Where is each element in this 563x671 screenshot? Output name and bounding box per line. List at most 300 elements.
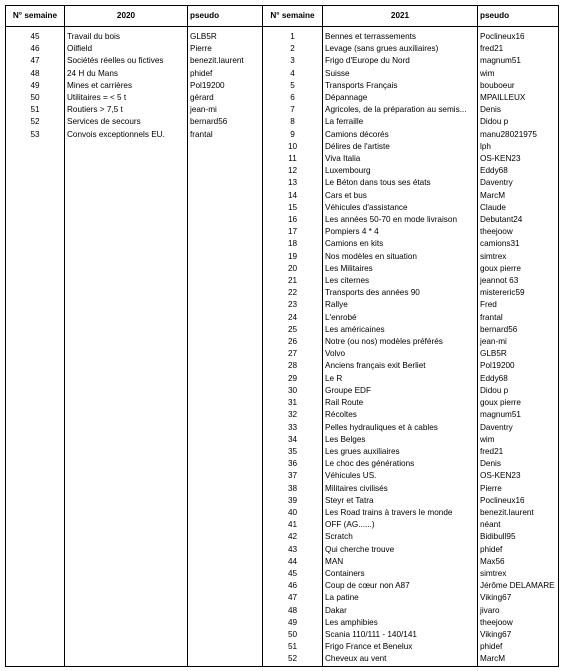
pseudo-2020-cell (188, 385, 263, 397)
pseudo-2020-cell (188, 251, 263, 263)
pseudo-2021-cell: theejoow (478, 617, 559, 629)
theme-2020-cell: Mines et carrières (65, 80, 188, 92)
theme-2021-cell: Le Béton dans tous ses états (323, 177, 478, 189)
table-row (6, 324, 559, 336)
week-2021-cell: 49 (263, 617, 323, 629)
table-row (6, 422, 559, 434)
week-2020-cell (6, 483, 65, 495)
week-2020-cell (6, 519, 65, 531)
pseudo-2021-cell: simtrex (478, 568, 559, 580)
week-2020-cell (6, 446, 65, 458)
week-2020-cell: 52 (6, 116, 65, 128)
pseudo-2020-cell (188, 409, 263, 421)
week-2020-cell (6, 385, 65, 397)
week-2021-cell: 18 (263, 238, 323, 250)
week-2021-cell: 51 (263, 641, 323, 653)
week-2021-cell: 10 (263, 141, 323, 153)
theme-2021-cell: Rallye (323, 299, 478, 311)
week-2021-cell: 9 (263, 129, 323, 141)
pseudo-2020-cell: frantal (188, 129, 263, 141)
week-2020-cell (6, 275, 65, 287)
pseudo-2021-cell: frantal (478, 312, 559, 324)
week-2020-cell (6, 556, 65, 568)
week-2020-cell (6, 373, 65, 385)
week-2020-cell (6, 641, 65, 653)
header-pseudo-2020: pseudo (188, 6, 263, 27)
theme-2020-cell (65, 409, 188, 421)
theme-2021-cell: Nos modèles en situation (323, 251, 478, 263)
theme-2020-cell (65, 275, 188, 287)
table-row (6, 214, 559, 226)
week-2021-cell: 25 (263, 324, 323, 336)
pseudo-2020-cell: bernard56 (188, 116, 263, 128)
pseudo-2021-cell: goux pierre (478, 397, 559, 409)
theme-2021-cell: Volvo (323, 348, 478, 360)
week-2020-cell (6, 214, 65, 226)
table-row (6, 605, 559, 617)
theme-2020-cell (65, 592, 188, 604)
week-2021-cell: 8 (263, 116, 323, 128)
week-2020-cell (6, 580, 65, 592)
pseudo-2020-cell (188, 434, 263, 446)
theme-2020-cell: 24 H du Mans (65, 68, 188, 80)
theme-2021-cell: Les grues auxiliaires (323, 446, 478, 458)
table-row (6, 458, 559, 470)
theme-2021-cell: Suisse (323, 68, 478, 80)
pseudo-2020-cell (188, 153, 263, 165)
theme-2020-cell (65, 263, 188, 275)
table-row (6, 397, 559, 409)
theme-2020-cell: Sociétés réelles ou fictives (65, 55, 188, 67)
table-row (6, 446, 559, 458)
pseudo-2021-cell: Debutant24 (478, 214, 559, 226)
week-2021-cell: 16 (263, 214, 323, 226)
theme-2020-cell (65, 422, 188, 434)
pseudo-2021-cell: Poclineux16 (478, 495, 559, 507)
pseudo-2021-cell: fred21 (478, 43, 559, 55)
table-row (6, 483, 559, 495)
pseudo-2021-cell: theejoow (478, 226, 559, 238)
theme-2020-cell: Oilfield (65, 43, 188, 55)
pseudo-2021-cell: GLB5R (478, 348, 559, 360)
header-year-2021: 2021 (323, 6, 478, 27)
theme-2020-cell (65, 214, 188, 226)
table-row (6, 629, 559, 641)
theme-2021-cell: Dakar (323, 605, 478, 617)
pseudo-2021-cell: Viking67 (478, 592, 559, 604)
theme-2020-cell (65, 251, 188, 263)
pseudo-2021-cell: bouboeur (478, 80, 559, 92)
week-2021-cell: 26 (263, 336, 323, 348)
theme-2020-cell (65, 324, 188, 336)
pseudo-2021-cell: Pierre (478, 483, 559, 495)
pseudo-2020-cell (188, 324, 263, 336)
theme-2020-cell (65, 629, 188, 641)
pseudo-2021-cell: Viking67 (478, 629, 559, 641)
week-2020-cell: 53 (6, 129, 65, 141)
table-row (6, 104, 559, 116)
table-row (6, 409, 559, 421)
week-2020-cell (6, 544, 65, 556)
pseudo-2020-cell (188, 141, 263, 153)
pseudo-2021-cell: camions31 (478, 238, 559, 250)
theme-2021-cell: Qui cherche trouve (323, 544, 478, 556)
theme-2020-cell (65, 641, 188, 653)
theme-2020-cell (65, 519, 188, 531)
theme-2020-cell (65, 446, 188, 458)
week-2021-cell: 33 (263, 422, 323, 434)
pseudo-2021-cell: MarcM (478, 653, 559, 666)
pseudo-2021-cell: Bidibull95 (478, 531, 559, 543)
pseudo-2020-cell (188, 263, 263, 275)
pseudo-2021-cell: Eddy68 (478, 373, 559, 385)
schedule-table (5, 5, 559, 667)
week-2021-cell: 47 (263, 592, 323, 604)
week-2020-cell (6, 629, 65, 641)
table-row (6, 531, 559, 543)
theme-2020-cell: Services de secours (65, 116, 188, 128)
pseudo-2020-cell (188, 348, 263, 360)
pseudo-2020-cell (188, 287, 263, 299)
week-2020-cell (6, 153, 65, 165)
pseudo-2021-cell: bernard56 (478, 324, 559, 336)
pseudo-2021-cell: phidef (478, 544, 559, 556)
week-2021-cell: 12 (263, 165, 323, 177)
week-2020-cell (6, 617, 65, 629)
theme-2020-cell (65, 141, 188, 153)
week-2021-cell: 5 (263, 80, 323, 92)
pseudo-2020-cell (188, 556, 263, 568)
week-2020-cell (6, 287, 65, 299)
week-2021-cell: 29 (263, 373, 323, 385)
week-2021-cell: 6 (263, 92, 323, 104)
table-row (6, 617, 559, 629)
week-2020-cell: 47 (6, 55, 65, 67)
theme-2021-cell: Militaires civilisés (323, 483, 478, 495)
pseudo-2020-cell (188, 580, 263, 592)
theme-2021-cell: Pompiers 4 * 4 (323, 226, 478, 238)
theme-2020-cell (65, 238, 188, 250)
pseudo-2020-cell: phidef (188, 68, 263, 80)
theme-2021-cell: OFF (AG......) (323, 519, 478, 531)
week-2021-cell: 38 (263, 483, 323, 495)
table-row (6, 141, 559, 153)
theme-2020-cell: Convois exceptionnels EU. (65, 129, 188, 141)
week-2021-cell: 7 (263, 104, 323, 116)
theme-2020-cell (65, 336, 188, 348)
pseudo-2021-cell: OS-KEN23 (478, 153, 559, 165)
pseudo-2021-cell: Daventry (478, 177, 559, 189)
pseudo-2020-cell (188, 190, 263, 202)
pseudo-2021-cell: benezit.laurent (478, 507, 559, 519)
table-row (6, 360, 559, 372)
pseudo-2020-cell (188, 446, 263, 458)
week-2021-cell: 40 (263, 507, 323, 519)
week-2020-cell: 45 (6, 31, 65, 43)
theme-2020-cell (65, 483, 188, 495)
table-row (6, 251, 559, 263)
week-2021-cell: 48 (263, 605, 323, 617)
theme-2020-cell (65, 507, 188, 519)
theme-2021-cell: Véhicules US. (323, 470, 478, 482)
pseudo-2021-cell: jean-mi (478, 336, 559, 348)
pseudo-2020-cell: Pierre (188, 43, 263, 55)
pseudo-2020-cell: gérard (188, 92, 263, 104)
pseudo-2020-cell (188, 226, 263, 238)
table-row (6, 238, 559, 250)
table-row (6, 116, 559, 128)
pseudo-2020-cell (188, 592, 263, 604)
theme-2021-cell: Délires de l'artiste (323, 141, 478, 153)
table-row (6, 202, 559, 214)
table-row (6, 312, 559, 324)
week-2021-cell: 52 (263, 653, 323, 666)
theme-2020-cell (65, 458, 188, 470)
theme-2020-cell (65, 544, 188, 556)
pseudo-2021-cell: Pol19200 (478, 360, 559, 372)
pseudo-2021-cell: Fred (478, 299, 559, 311)
pseudo-2021-cell: lph (478, 141, 559, 153)
table-row (6, 544, 559, 556)
week-2021-cell: 37 (263, 470, 323, 482)
pseudo-2020-cell (188, 422, 263, 434)
theme-2021-cell: Viva Italia (323, 153, 478, 165)
pseudo-2021-cell: mistereric59 (478, 287, 559, 299)
week-2020-cell (6, 263, 65, 275)
week-2021-cell: 23 (263, 299, 323, 311)
week-2021-cell: 20 (263, 263, 323, 275)
week-2021-cell: 22 (263, 287, 323, 299)
table-row (6, 190, 559, 202)
week-2021-cell: 41 (263, 519, 323, 531)
week-2021-cell: 21 (263, 275, 323, 287)
pseudo-2021-cell: Denis (478, 104, 559, 116)
pseudo-2020-cell (188, 470, 263, 482)
theme-2021-cell: La patine (323, 592, 478, 604)
theme-2021-cell: Steyr et Tatra (323, 495, 478, 507)
theme-2021-cell: Les Road trains à travers le monde (323, 507, 478, 519)
theme-2020-cell (65, 348, 188, 360)
pseudo-2020-cell (188, 495, 263, 507)
theme-2020-cell (65, 531, 188, 543)
pseudo-2020-cell (188, 653, 263, 666)
pseudo-2020-cell (188, 214, 263, 226)
theme-2020-cell (65, 470, 188, 482)
pseudo-2020-cell (188, 507, 263, 519)
theme-2021-cell: Les Militaires (323, 263, 478, 275)
week-2020-cell (6, 251, 65, 263)
theme-2021-cell: Notre (ou nos) modèles préférés (323, 336, 478, 348)
table-row (6, 55, 559, 67)
week-2021-cell: 31 (263, 397, 323, 409)
pseudo-2021-cell: Claude (478, 202, 559, 214)
theme-2021-cell: Scania 110/111 - 140/141 (323, 629, 478, 641)
pseudo-2021-cell: manu28021975 (478, 129, 559, 141)
pseudo-2020-cell (188, 202, 263, 214)
pseudo-2020-cell (188, 531, 263, 543)
pseudo-2020-cell (188, 605, 263, 617)
theme-2021-cell: Coup de cœur non A87 (323, 580, 478, 592)
week-2021-cell: 27 (263, 348, 323, 360)
header-row (6, 6, 559, 27)
pseudo-2020-cell (188, 617, 263, 629)
theme-2021-cell: Transports des années 90 (323, 287, 478, 299)
pseudo-2021-cell: goux pierre (478, 263, 559, 275)
theme-2021-cell: Transports Français (323, 80, 478, 92)
theme-2021-cell: Le R (323, 373, 478, 385)
week-2020-cell (6, 422, 65, 434)
pseudo-2021-cell: magnum51 (478, 55, 559, 67)
week-2020-cell (6, 336, 65, 348)
pseudo-2021-cell: Didou p (478, 385, 559, 397)
theme-2020-cell (65, 434, 188, 446)
week-2020-cell (6, 141, 65, 153)
week-2021-cell: 30 (263, 385, 323, 397)
week-2021-cell: 45 (263, 568, 323, 580)
theme-2021-cell: Containers (323, 568, 478, 580)
table-row (6, 43, 559, 55)
header-year-2020: 2020 (65, 6, 188, 27)
week-2020-cell (6, 531, 65, 543)
theme-2021-cell: Véhicules d'assistance (323, 202, 478, 214)
pseudo-2021-cell: MPAILLEUX (478, 92, 559, 104)
theme-2020-cell (65, 495, 188, 507)
table-row (6, 641, 559, 653)
table-row (6, 165, 559, 177)
week-2021-cell: 35 (263, 446, 323, 458)
pseudo-2020-cell (188, 641, 263, 653)
table-body (6, 27, 559, 667)
theme-2020-cell (65, 202, 188, 214)
week-2021-cell: 32 (263, 409, 323, 421)
pseudo-2020-cell (188, 397, 263, 409)
theme-2020-cell (65, 580, 188, 592)
week-2020-cell (6, 605, 65, 617)
table-row (6, 470, 559, 482)
week-2021-cell: 50 (263, 629, 323, 641)
table-row (6, 31, 559, 43)
theme-2020-cell (65, 287, 188, 299)
week-2020-cell (6, 592, 65, 604)
table-row (6, 519, 559, 531)
week-2020-cell (6, 458, 65, 470)
pseudo-2021-cell: Didou p (478, 116, 559, 128)
table-row (6, 495, 559, 507)
week-2020-cell (6, 299, 65, 311)
pseudo-2021-cell: Denis (478, 458, 559, 470)
theme-2020-cell (65, 299, 188, 311)
pseudo-2021-cell: jeannot 63 (478, 275, 559, 287)
pseudo-2020-cell (188, 177, 263, 189)
pseudo-2020-cell (188, 299, 263, 311)
theme-2020-cell: Travail du bois (65, 31, 188, 43)
week-2020-cell (6, 312, 65, 324)
theme-2020-cell (65, 556, 188, 568)
theme-2020-cell (65, 190, 188, 202)
table-row (6, 580, 559, 592)
theme-2021-cell: Cars et bus (323, 190, 478, 202)
table-row (6, 507, 559, 519)
week-2020-cell: 51 (6, 104, 65, 116)
week-2020-cell (6, 238, 65, 250)
theme-2021-cell: Pelles hydrauliques et à cables (323, 422, 478, 434)
theme-2020-cell (65, 312, 188, 324)
week-2020-cell: 48 (6, 68, 65, 80)
week-2020-cell: 46 (6, 43, 65, 55)
theme-2020-cell (65, 605, 188, 617)
theme-2020-cell: Utilitaires = < 5 t (65, 92, 188, 104)
theme-2021-cell: Les amphibies (323, 617, 478, 629)
pseudo-2020-cell (188, 360, 263, 372)
pseudo-2021-cell: magnum51 (478, 409, 559, 421)
table-row (6, 434, 559, 446)
table-row (6, 373, 559, 385)
header-week-2021: N° semaine (263, 6, 323, 27)
table-row (6, 177, 559, 189)
table-row (6, 92, 559, 104)
pseudo-2020-cell (188, 568, 263, 580)
week-2021-cell: 13 (263, 177, 323, 189)
table-row (6, 348, 559, 360)
week-2021-cell: 14 (263, 190, 323, 202)
pseudo-2021-cell: fred21 (478, 446, 559, 458)
header-pseudo-2021: pseudo (478, 6, 559, 27)
theme-2020-cell: Routiers > 7,5 t (65, 104, 188, 116)
table-row (6, 68, 559, 80)
pseudo-2021-cell: Poclineux16 (478, 31, 559, 43)
pseudo-2020-cell (188, 312, 263, 324)
theme-2021-cell: Les années 50-70 en mode livraison (323, 214, 478, 226)
pseudo-2020-cell (188, 483, 263, 495)
table-row (6, 299, 559, 311)
table-row (6, 385, 559, 397)
theme-2020-cell (65, 397, 188, 409)
table-header (6, 6, 559, 27)
week-2020-cell (6, 470, 65, 482)
week-2020-cell (6, 177, 65, 189)
table-row (6, 263, 559, 275)
theme-2021-cell: Le choc des générations (323, 458, 478, 470)
week-2020-cell (6, 348, 65, 360)
week-2020-cell: 49 (6, 80, 65, 92)
theme-2021-cell: MAN (323, 556, 478, 568)
theme-2020-cell (65, 568, 188, 580)
pseudo-2020-cell (188, 238, 263, 250)
theme-2020-cell (65, 226, 188, 238)
pseudo-2021-cell: Jérôme DELAMARE (478, 580, 559, 592)
pseudo-2021-cell: jivaro (478, 605, 559, 617)
week-2021-cell: 3 (263, 55, 323, 67)
theme-2021-cell: Groupe EDF (323, 385, 478, 397)
theme-2020-cell (65, 165, 188, 177)
table-row (6, 226, 559, 238)
table-row (6, 653, 559, 666)
week-2020-cell (6, 202, 65, 214)
table-row (6, 129, 559, 141)
pseudo-2021-cell: néant (478, 519, 559, 531)
theme-2021-cell: Anciens français exit Berliet (323, 360, 478, 372)
pseudo-2020-cell: GLB5R (188, 31, 263, 43)
week-2020-cell (6, 324, 65, 336)
pseudo-2020-cell (188, 336, 263, 348)
week-2021-cell: 19 (263, 251, 323, 263)
week-2021-cell: 39 (263, 495, 323, 507)
header-week-2020: N° semaine (6, 6, 65, 27)
table-row (6, 287, 559, 299)
theme-2021-cell: Rail Route (323, 397, 478, 409)
pseudo-2020-cell (188, 544, 263, 556)
pseudo-2020-cell: jean-mi (188, 104, 263, 116)
